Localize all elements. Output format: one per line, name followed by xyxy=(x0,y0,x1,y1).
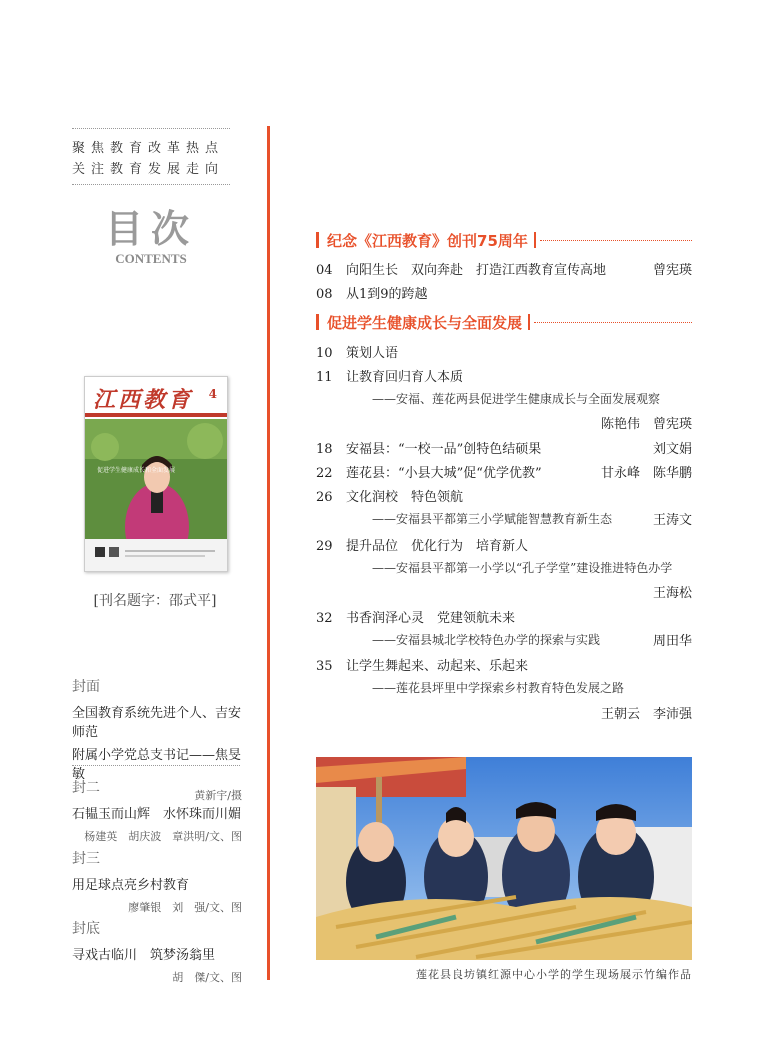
section-header-development xyxy=(316,311,692,333)
section-header-anniversary xyxy=(316,229,692,251)
toc-author: 王海松 xyxy=(652,586,692,601)
top-divider xyxy=(72,128,230,129)
toc-entry[interactable] xyxy=(316,607,692,626)
toc-page: 35 xyxy=(316,659,333,674)
toc-subtitle: ——安福、莲花两县促进学生健康成长与全面发展观察 xyxy=(372,392,661,406)
toc-subtitle: ——莲花县坪里中学探索乡村教育特色发展之路 xyxy=(372,681,625,695)
cover-banner: 促进学生健康成长和全面发展 xyxy=(97,467,176,474)
photo-caption: 莲花县良坊镇红源中心小学的学生现场展示竹编作品 xyxy=(416,968,692,981)
toc-page: 22 xyxy=(316,466,333,481)
toc-entry[interactable] xyxy=(316,283,692,302)
toc-page: 10 xyxy=(316,346,333,361)
toc-author: 曾宪瑛 xyxy=(652,263,692,278)
toc-entry[interactable] xyxy=(316,342,692,361)
toc-author: 陈艳伟 曾宪瑛 xyxy=(600,417,692,432)
credit-inside-front xyxy=(72,777,242,844)
credit-line: 寻戏古临川 筑梦汤翁里 xyxy=(72,948,216,963)
toc-subtitle: ——安福县城北学校特色办学的探索与实践 xyxy=(372,633,601,647)
toc-author: 王涛文 xyxy=(652,513,692,528)
cover-issue-number: 4 xyxy=(208,387,217,401)
credit-authors: 胡 傑/文、图 xyxy=(172,971,242,984)
toc-entry[interactable] xyxy=(316,486,692,505)
section-title: 促进学生健康成长与全面发展 xyxy=(327,313,523,332)
credit-line: 全国教育系统先进个人、吉安师范 xyxy=(72,706,242,740)
section-title: 纪念《江西教育》创刊75周年 xyxy=(327,231,528,250)
toc-page: 08 xyxy=(316,287,333,302)
toc-title: 让教育回归育人本质 xyxy=(346,370,464,385)
section-marker xyxy=(316,314,319,330)
credit-authors: 杨建英 胡庆波 章洪明/文、图 xyxy=(84,830,242,843)
credit-divider xyxy=(72,765,240,766)
credit-line: 石韫玉而山辉 水怀珠而川媚 xyxy=(72,807,242,822)
toc-author: 刘文娟 xyxy=(652,442,692,457)
toc-page: 04 xyxy=(316,263,333,278)
page-title: 目次 xyxy=(104,206,197,251)
credit-photographer: 黄新宇/摄 xyxy=(194,789,242,802)
credit-inside-back xyxy=(72,848,242,915)
slogan-line-1: 聚焦教育改革热点 xyxy=(72,141,225,156)
credit-head: 封二 xyxy=(72,780,100,796)
toc-subtitle: ——安福县平都第三小学赋能智慧教育新生态 xyxy=(372,512,613,526)
credit-head: 封三 xyxy=(72,851,100,867)
section-marker xyxy=(534,232,536,248)
cover-caption: [刊名题字：邵式平] xyxy=(93,593,217,609)
cover-masthead: 江西教育 xyxy=(93,387,194,413)
toc-title: 从1到9的跨越 xyxy=(346,287,428,302)
credit-line: 附属小学党总支书记——焦旻敏 xyxy=(72,748,242,782)
section-rule xyxy=(540,240,692,241)
slogan-divider xyxy=(72,184,230,185)
credit-head: 封面 xyxy=(72,679,100,695)
page-subtitle: CONTENTS xyxy=(115,251,187,266)
toc-entry[interactable] xyxy=(316,535,692,554)
toc-page: 18 xyxy=(316,442,333,457)
toc-entry[interactable] xyxy=(316,462,692,481)
credit-line: 用足球点亮乡村教育 xyxy=(72,878,190,893)
toc-entry[interactable] xyxy=(316,438,692,457)
feature-photo xyxy=(316,757,692,960)
toc-page: 29 xyxy=(316,539,333,554)
section-marker xyxy=(316,232,319,248)
toc-author: 甘永峰 陈华鹏 xyxy=(600,466,692,481)
magazine-cover xyxy=(84,376,228,572)
toc-entry[interactable] xyxy=(316,655,692,674)
toc-entry[interactable] xyxy=(316,259,692,278)
toc-entry[interactable] xyxy=(316,366,692,385)
section-rule xyxy=(534,322,692,323)
toc-title: 文化润校 特色领航 xyxy=(346,490,464,505)
toc-page: 26 xyxy=(316,490,333,505)
toc-subtitle: ——安福县平都第一小学以“孔子学堂”建设推进特色办学 xyxy=(372,561,673,575)
toc-title: 策划人语 xyxy=(346,346,399,361)
slogan-line-2: 关注教育发展走向 xyxy=(72,162,225,177)
toc-title: 莲花县：“小县大城”促“优学优教” xyxy=(346,466,542,481)
credit-head: 封底 xyxy=(72,921,100,937)
students-bamboo-weaving-photo xyxy=(316,757,692,960)
toc-title: 向阳生长 双向奔赴 打造江西教育宣传高地 xyxy=(346,263,607,278)
toc-page: 32 xyxy=(316,611,333,626)
credit-authors: 廖肇银 刘 强/文、图 xyxy=(128,901,242,914)
toc-author: 王朝云 李沛强 xyxy=(600,707,692,722)
credit-back-cover xyxy=(72,918,242,985)
toc-title: 安福县：“一校一品”创特色结硕果 xyxy=(346,442,542,457)
toc-title: 让学生舞起来、动起来、乐起来 xyxy=(346,659,529,674)
column-divider xyxy=(267,126,270,980)
toc-title: 提升品位 优化行为 培育新人 xyxy=(346,539,529,554)
toc-page: 11 xyxy=(316,370,333,385)
section-marker xyxy=(528,314,530,330)
toc-author: 周田华 xyxy=(652,634,692,649)
toc-title: 书香润泽心灵 党建领航未来 xyxy=(346,611,516,626)
